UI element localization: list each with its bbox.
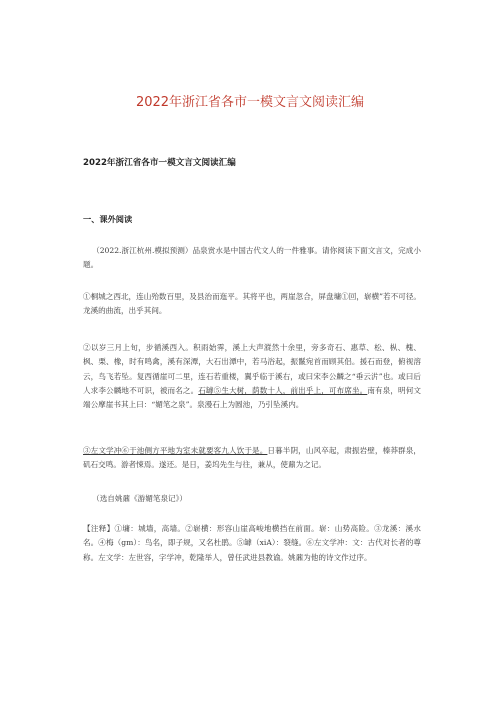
paragraph-3-text: 日暮半阴，山风卒起，肃振岩壁，榛莽群泉，矶石交鸣。游者悚焉。遂还。是日，姜坞先生与往，兼从，使鼐为之记。 <box>83 446 422 470</box>
paragraph-2-text-a: ②以岁三月上旬，步循溪西入。积雨始霁，溪上大声漎然十余里，旁多奇石、惠草、松、枞、槐、枫、栗、橡，时有鸣禽，溪有深潭，大石出潭中，若马浴起，振鬣宛首而顾其侣。援石而登，俯视溶云，鸟飞若坠。复西循崖可二里，连石若重楼，翼乎临于溪右，或曰宋李公麟之“垂云沜”也。或曰后人求李公麟地不可识，被而名之。 <box>83 343 421 395</box>
paragraph-3 <box>83 444 421 473</box>
paragraph-2-text-b: 南有泉，明何文端公摩崖书其上曰：“媚笔之泉”。泉漫石上为圆池，乃引坠溪内。 <box>83 385 422 410</box>
paragraph-2-underlined: 石罅⑤生大树，荫数十人，前出乎上，可布席坐。 <box>198 385 368 395</box>
document-title: 2022年浙江省各市一模文言文阅读汇编 <box>135 95 365 110</box>
paragraph-1: ①桐城之西北，连山殆数百里，及县治而迤平。其将平也，两崖忽合，屏盘墉①回，崭横”若不可径。龙溪的曲流，出乎其间。 <box>83 292 422 316</box>
annotation-notes: 【注释】①墉：城墙，高墙。②崭横：形容山崖高峻地横挡在前面。崭：山势高险。③龙溪：溪水名。④梅（gm）：鸟名，即子规，又名杜鹃。⑤罅（xiA）：裂缝。⑥左文学冲：文：古代对长者的尊称。左文学：左世容，字学冲，乾隆举人，曾任武进县教谕。姚鼐为他的诗文作过序。 <box>83 524 421 562</box>
source-citation: （选自姚鼐《游媚笔泉记》） <box>92 494 188 503</box>
paragraph-3-underlined: ③左文学冲⑥于池侧方平地为室未就要客九人饮于是。 <box>83 446 268 455</box>
section-heading: 一、课外阅读 <box>83 214 133 224</box>
document-heading: 2022年浙江省各市一模文言文阅读汇编 <box>83 158 236 168</box>
intro-paragraph: （2022.浙江杭州.模拟预测）品泉赏水是中国古代文人的一件雅事。请你阅读下面文言文，完成小题。 <box>83 246 421 270</box>
paragraph-2 <box>83 341 421 412</box>
